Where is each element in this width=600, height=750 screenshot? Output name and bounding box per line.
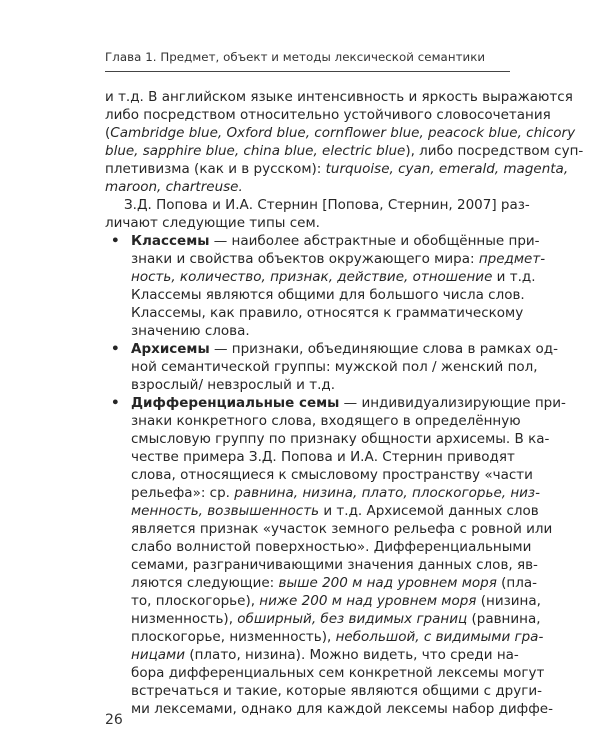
text-line: личают следующие типы сем. <box>105 215 320 231</box>
term-classemes: Классемы <box>131 233 210 249</box>
text-line: плетивизма (как и в русском): turquoise, cyan, emerald, magenta, <box>105 161 569 177</box>
text-line: плоскогорье, низменность), небольшой, с видимыми гра- <box>131 629 544 645</box>
text-line: Классемы являются общими для большого числа слов. <box>131 287 525 303</box>
list-item-classemes: • Классемы — наиболее абстрактные и обобщённые при- <box>111 233 540 249</box>
text-line: blue, sapphire blue, china blue, electric blue), либо посредством суп- <box>105 143 584 159</box>
text-line: ляются следующие: выше 200 м над уровнем моря (пла- <box>131 575 538 591</box>
text-line: ми лексемами, однако для каждой лексемы набор диффе- <box>131 701 553 717</box>
list-item-differential-semes: • Дифференциальные семы — индивидуализирующие при- <box>111 395 566 411</box>
text-line: maroon, chartreuse. <box>105 179 243 195</box>
text-line: (Cambridge blue, Oxford blue, cornflower blue, peacock blue, chicory <box>105 125 576 141</box>
text-line: является признак «участок земного рельефа с ровной или <box>131 521 553 537</box>
text-line: рельефа»: ср. равнина, низина, плато, плоскогорье, низ- <box>131 485 540 501</box>
bullet: • <box>111 233 120 249</box>
body-text <box>105 88 584 718</box>
text-line: встречаться и такие, которые являются общими с други- <box>131 683 542 699</box>
text-line: либо посредством относительно устойчивого словосочетания <box>105 107 551 123</box>
text-line: З.Д. Попова и И.А. Стернин [Попова, Стернин, 2007] раз- <box>124 197 530 213</box>
bullet: • <box>111 341 120 357</box>
text-line: то, плоскогорье), ниже 200 м над уровнем моря (низина, <box>131 593 541 609</box>
text-line: честве примера З.Д. Попова и И.А. Стернин приводят <box>131 449 515 465</box>
text-line: семами, разграничивающими значения данных слов, яв- <box>131 557 538 573</box>
text-line: ницами (плато, низина). Можно видеть, что среди на- <box>131 647 519 663</box>
text-line: ность, количество, признак, действие, отношение и т.д. <box>131 269 536 285</box>
list-item-archisemes: • Архисемы — признаки, объединяющие слова в рамках од- <box>111 341 558 357</box>
text-line: значению слова. <box>131 323 250 339</box>
text-line: смысловую группу по признаку общности архисемы. В ка- <box>131 431 550 447</box>
running-header: Глава 1. Предмет, объект и методы лексической семантики <box>105 50 486 64</box>
header-rule <box>105 71 510 72</box>
bullet: • <box>111 395 120 411</box>
text-line: взрослый/ невзрослый и т.д. <box>131 377 336 393</box>
term-archisemes: Архисемы <box>131 341 210 357</box>
text-line: ной семантической группы: мужской пол / женский пол, <box>131 359 538 375</box>
text-line: слова, относящиеся к смысловому пространству «части <box>131 467 533 483</box>
text-line: бора дифференциальных сем конкретной лексемы могут <box>131 665 545 681</box>
term-differential-semes: Дифференциальные семы <box>131 395 340 411</box>
text-line: менность, возвышенность и т.д. Архисемой данных слов <box>131 503 539 519</box>
text-line: и т.д. В английском языке интенсивность и яркость выражаются <box>105 89 573 105</box>
text-line: знаки конкретного слова, входящего в определённую <box>131 413 521 429</box>
text-line: слабо волнистой поверхностью». Дифференциальными <box>131 539 532 555</box>
text-line: низменность), обширный, без видимых границ (равнина, <box>131 611 541 627</box>
text-line: Классемы, как правило, относятся к грамматическому <box>131 305 524 321</box>
page-number: 26 <box>105 712 123 728</box>
text-line: знаки и свойства объектов окружающего мира: предмет- <box>131 251 546 267</box>
